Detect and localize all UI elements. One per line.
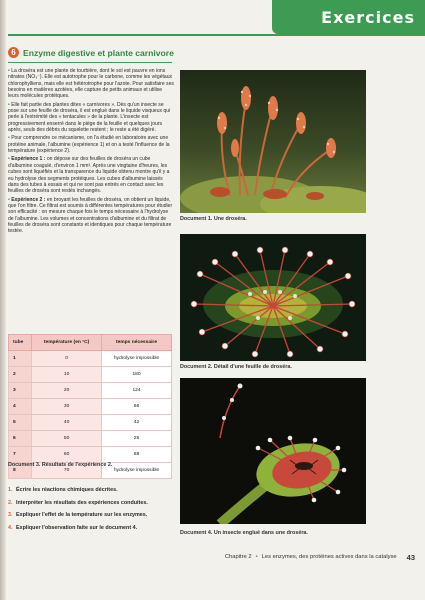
paragraph-text: en broyant les feuilles de droséra, on obtient un liquide, que l'on filtre. Ce filtrat est soumis à différentes températures pour étudier son efficacité : on mesure chaque fois le temps nécessaire à l'hydrolyse de l'albumine. Les volumes et concentrations d'albumine et du filtrat de feuilles de droséra sont constants et identiques pour chaque température testée. xyxy=(8,196,173,235)
table-header-row xyxy=(9,335,172,351)
table-row xyxy=(9,383,172,399)
question-number: 3. xyxy=(8,512,13,518)
paragraph xyxy=(8,102,174,134)
exercise-heading xyxy=(8,47,174,58)
time-cell: hydrolyse impossible xyxy=(102,351,172,367)
tube-cell: 5 xyxy=(9,415,32,431)
table-row xyxy=(9,431,172,447)
time-cell: 25 xyxy=(102,431,172,447)
document-3-caption: Document 3. Résultats de l'expérience 2. xyxy=(8,462,113,468)
question-item xyxy=(8,484,178,497)
table-row xyxy=(9,447,172,463)
paragraph-text: La droséra est une plante de tourbière, dont le sol est pauvre en ions nitrates (NO₃⁻). Elle est autotrophe pour le carbone, comme les végétaux chlorophylliens, mais elle est hétérotrophe pour l'azote. Pour satisfaire ses besoins en matières azotées, elle capture de petits animaux et utilise leurs molécules protéiques. xyxy=(8,68,174,100)
page-footer xyxy=(218,552,415,562)
tube-cell: 8 xyxy=(9,463,32,479)
insect-trapped-photo xyxy=(180,378,366,524)
section-title: Exercices xyxy=(321,8,415,27)
drosera-plant-photo xyxy=(180,70,366,213)
column-header: température (en °C) xyxy=(32,335,102,351)
time-cell: 68 xyxy=(102,447,172,463)
temperature-cell: 70 xyxy=(32,463,102,479)
exercise-number-badge: 6 xyxy=(8,47,19,58)
time-cell: 42 xyxy=(102,415,172,431)
temperature-cell: 20 xyxy=(32,383,102,399)
column-header: tube xyxy=(9,335,32,351)
temperature-cell: 10 xyxy=(32,367,102,383)
question-number: 4. xyxy=(8,524,13,531)
temperature-cell: 50 xyxy=(32,431,102,447)
experiment-label: Expérience 2 : xyxy=(11,196,46,203)
question-number: 2. xyxy=(8,499,13,506)
tube-cell: 4 xyxy=(9,399,32,415)
question-item xyxy=(8,497,178,510)
tube-cell: 1 xyxy=(9,351,32,367)
time-cell: 66 xyxy=(102,399,172,415)
question-text: Expliquer l'effet de la température sur les enzymes. xyxy=(16,512,148,518)
table-row xyxy=(9,351,172,367)
column-header: temps nécessaire xyxy=(102,335,172,351)
question-text: Écrire les réactions chimiques décrites. xyxy=(16,487,118,493)
table-row xyxy=(9,367,172,383)
questions-list xyxy=(8,484,178,534)
question-number: 1. xyxy=(8,487,13,493)
document-4-caption: Document 4. Un insecte englué dans une droséra. xyxy=(180,530,308,536)
footer-separator: • xyxy=(255,554,258,560)
bullet-marker: • xyxy=(8,156,10,163)
page-number: 43 xyxy=(406,552,415,562)
results-table xyxy=(8,334,172,479)
exercise-title-rule xyxy=(8,62,172,63)
tube-cell: 3 xyxy=(9,383,32,399)
footer-chapter-title: Les enzymes, des protéines actives dans la catalyse xyxy=(261,554,397,560)
paragraph-text: on dépose sur des feuilles de droséra un cube d'albumine coagulé, d'environ 1 mm³. Après une vingtaine d'heures, les cubes sont liquéfiés et la transparence du liquide obtenu montre qu'il y a eu hydrolyse des segments protéiques. Les cubes d'albumine laissés dans des tubes à essais et qui ne sont pas entrés en contact avec les feuilles de droséra sont restés inchangés. xyxy=(8,156,170,195)
temperature-cell: 0 xyxy=(32,351,102,367)
paragraph-text: Pour comprendre ce mécanisme, on l'a étudié en laboratoire avec une protéine animale, l'albumine (expérience 1) et on a testé l'influence de la température (expérience 2). xyxy=(8,135,170,155)
paragraph-text: Elle fait partie des plantes dites « carnivores ». Dès qu'un insecte se pose sur une feuille de droséra, il est englué dans le liquide visqueux qui perle à l'extrémité des « tentacules » de la plante. L'insecte est progressivement enserré dans le piège de la feuille et quelques jours après, seuls des débris du squelette restent ; le reste a été digéré. xyxy=(8,101,171,134)
time-cell: hydrolyse impossible xyxy=(102,463,172,479)
temperature-cell: 60 xyxy=(32,447,102,463)
time-cell: 180 xyxy=(102,367,172,383)
header-rule xyxy=(8,34,425,36)
section-header-band xyxy=(272,0,425,34)
paragraph xyxy=(8,197,174,235)
tube-cell: 6 xyxy=(9,431,32,447)
bullet-marker: • xyxy=(8,135,10,142)
table-row xyxy=(9,415,172,431)
bullet-marker: • xyxy=(8,196,10,203)
question-item xyxy=(8,509,178,522)
question-item xyxy=(8,522,178,535)
tube-cell: 7 xyxy=(9,447,32,463)
table-row xyxy=(9,399,172,415)
temperature-cell: 40 xyxy=(32,415,102,431)
paragraph xyxy=(8,68,174,100)
exercise-body xyxy=(8,68,174,237)
question-text: Expliquer l'observation faite sur le document 4. xyxy=(16,524,138,531)
temperature-cell: 30 xyxy=(32,399,102,415)
paragraph xyxy=(8,135,174,154)
paragraph xyxy=(8,156,174,194)
document-2-caption: Document 2. Détail d'une feuille de droséra. xyxy=(180,364,292,370)
bullet-marker: • xyxy=(8,101,10,108)
footer-chapter: Chapitre 2 xyxy=(224,554,252,560)
tube-cell: 2 xyxy=(9,367,32,383)
page-binding-shadow xyxy=(0,0,6,600)
drosera-leaf-detail-photo xyxy=(180,234,366,361)
exercise-title: Enzyme digestive et plante carnivore xyxy=(23,47,174,58)
experiment-label: Expérience 1 : xyxy=(11,156,46,163)
question-text: Interpréter les résultats des expériences conduites. xyxy=(16,499,148,506)
bullet-marker: • xyxy=(8,68,10,74)
time-cell: 124 xyxy=(102,383,172,399)
document-1-caption: Document 1. Une droséra. xyxy=(180,216,247,222)
